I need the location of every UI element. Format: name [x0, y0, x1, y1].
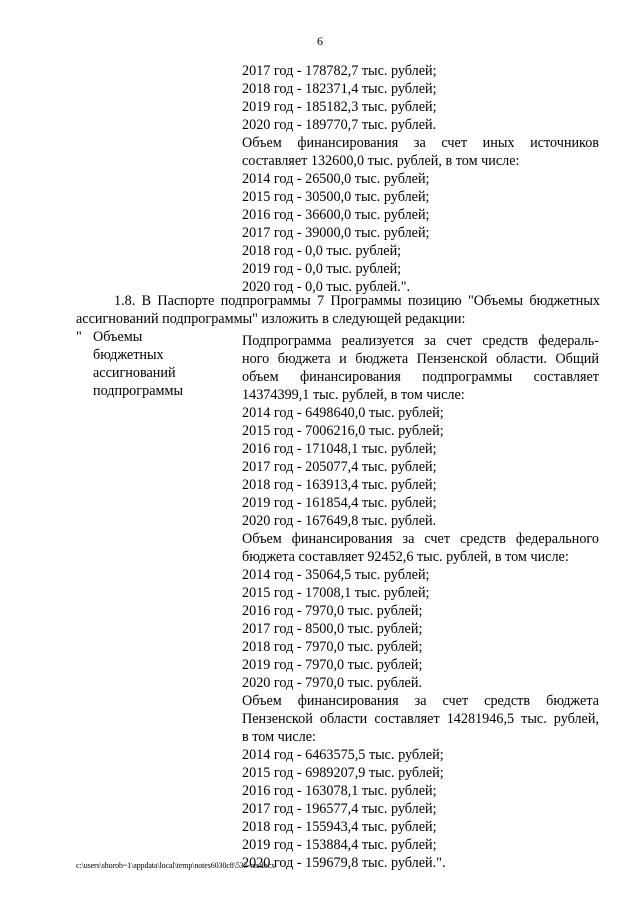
- year-line: 2020 год - 189770,7 тыс. рублей.: [242, 117, 437, 133]
- year-line: 2019 год - 185182,3 тыс. рублей;: [242, 99, 437, 115]
- paragraph-line: 14374399,1 тыс. рублей, в том числе:: [242, 387, 465, 403]
- paragraph-line: Объем финансирования за счет средств бюджета: [242, 693, 599, 709]
- paragraph-line: Объем финансирования за счет иных источников: [242, 135, 599, 151]
- year-line: 2019 год - 153884,4 тыс. рублей;: [242, 837, 437, 853]
- year-line: 2017 год - 205077,4 тыс. рублей;: [242, 459, 437, 475]
- regional-paragraph: [242, 692, 599, 746]
- year-line: 2020 год - 167649,8 тыс. рублей.: [242, 513, 437, 529]
- other-sources-paragraph: [242, 134, 599, 170]
- year-line: 2016 год - 7970,0 тыс. рублей;: [242, 603, 423, 619]
- year-line: 2014 год - 6498640,0 тыс. рублей;: [242, 405, 444, 421]
- opening-quote: ": [76, 329, 82, 345]
- intro-paragraph: [242, 332, 599, 404]
- row-label-line: ассигнований: [93, 365, 176, 381]
- year-line: 2017 год - 196577,4 тыс. рублей;: [242, 801, 437, 817]
- year-line: 2015 год - 6989207,9 тыс. рублей;: [242, 765, 444, 781]
- regional-years: [242, 746, 446, 872]
- row-label-line: Объемы: [93, 329, 143, 345]
- year-line: 2020 год - 0,0 тыс. рублей.".: [242, 279, 411, 295]
- block1-years: [242, 62, 437, 134]
- paragraph-line: в том числе:: [242, 729, 316, 745]
- year-line: 2018 год - 7970,0 тыс. рублей;: [242, 639, 423, 655]
- paragraph-line: объем финансирования подпрограммы составляет: [242, 369, 599, 385]
- paragraph-line: ассигнований подпрограммы" изложить в следующей редакции:: [76, 311, 466, 327]
- year-line: 2018 год - 182371,4 тыс. рублей;: [242, 81, 437, 97]
- year-line: 2015 год - 30500,0 тыс. рублей;: [242, 189, 430, 205]
- paragraph-line: Подпрограмма реализуется за счет средств федераль-: [242, 333, 599, 349]
- paragraph-line: составляет 132600,0 тыс. рублей, в том числе:: [242, 153, 520, 169]
- total-years: [242, 404, 444, 530]
- year-line: 2018 год - 163913,4 тыс. рублей;: [242, 477, 437, 493]
- year-line: 2019 год - 161854,4 тыс. рублей;: [242, 495, 437, 511]
- section-1-8-paragraph: [76, 292, 600, 328]
- paragraph-line: Пензенской области составляет 14281946,5 тыс. рублей,: [242, 711, 599, 727]
- year-line: 2014 год - 35064,5 тыс. рублей;: [242, 567, 430, 583]
- year-line: 2016 год - 163078,1 тыс. рублей;: [242, 783, 437, 799]
- paragraph-line: Объем финансирования за счет средств федерального: [242, 531, 599, 547]
- row-label-line: бюджетных: [93, 347, 164, 363]
- federal-years: [242, 566, 429, 692]
- paragraph-line: ного бюджета и бюджета Пензенской области. Общий: [242, 351, 599, 367]
- paragraph-line: 1.8. В Паспорте подпрограммы 7 Программы позицию "Объемы бюджетных: [114, 293, 600, 309]
- federal-paragraph: [242, 530, 599, 566]
- year-line: 2020 год - 7970,0 тыс. рублей.: [242, 675, 422, 691]
- row-label-line: подпрограммы: [93, 383, 183, 399]
- year-line: 2019 год - 7970,0 тыс. рублей;: [242, 657, 423, 673]
- year-line: 2016 год - 171048,1 тыс. рублей;: [242, 441, 437, 457]
- year-line: 2014 год - 26500,0 тыс. рублей;: [242, 171, 430, 187]
- year-line: 2015 год - 7006216,0 тыс. рублей;: [242, 423, 444, 439]
- year-line: 2019 год - 0,0 тыс. рублей;: [242, 261, 402, 277]
- block2-years: [242, 170, 429, 296]
- row-label: [93, 328, 233, 400]
- year-line: 2017 год - 8500,0 тыс. рублей;: [242, 621, 423, 637]
- page-number: 6: [317, 34, 323, 48]
- year-line: 2015 год - 17008,1 тыс. рублей;: [242, 585, 430, 601]
- year-line: 2018 год - 0,0 тыс. рублей;: [242, 243, 402, 259]
- footer-file-path: c:\users\shorob~1\appdata\local\temp\notes6030c8\535-nn.docx: [76, 861, 275, 870]
- year-line: 2018 год - 155943,4 тыс. рублей;: [242, 819, 437, 835]
- year-line: 2020 год - 159679,8 тыс. рублей.".: [242, 855, 446, 871]
- year-line: 2016 год - 36600,0 тыс. рублей;: [242, 207, 430, 223]
- year-line: 2014 год - 6463575,5 тыс. рублей;: [242, 747, 444, 763]
- year-line: 2017 год - 178782,7 тыс. рублей;: [242, 63, 437, 79]
- paragraph-line: бюджета составляет 92452,6 тыс. рублей, в том числе:: [242, 549, 569, 565]
- year-line: 2017 год - 39000,0 тыс. рублей;: [242, 225, 430, 241]
